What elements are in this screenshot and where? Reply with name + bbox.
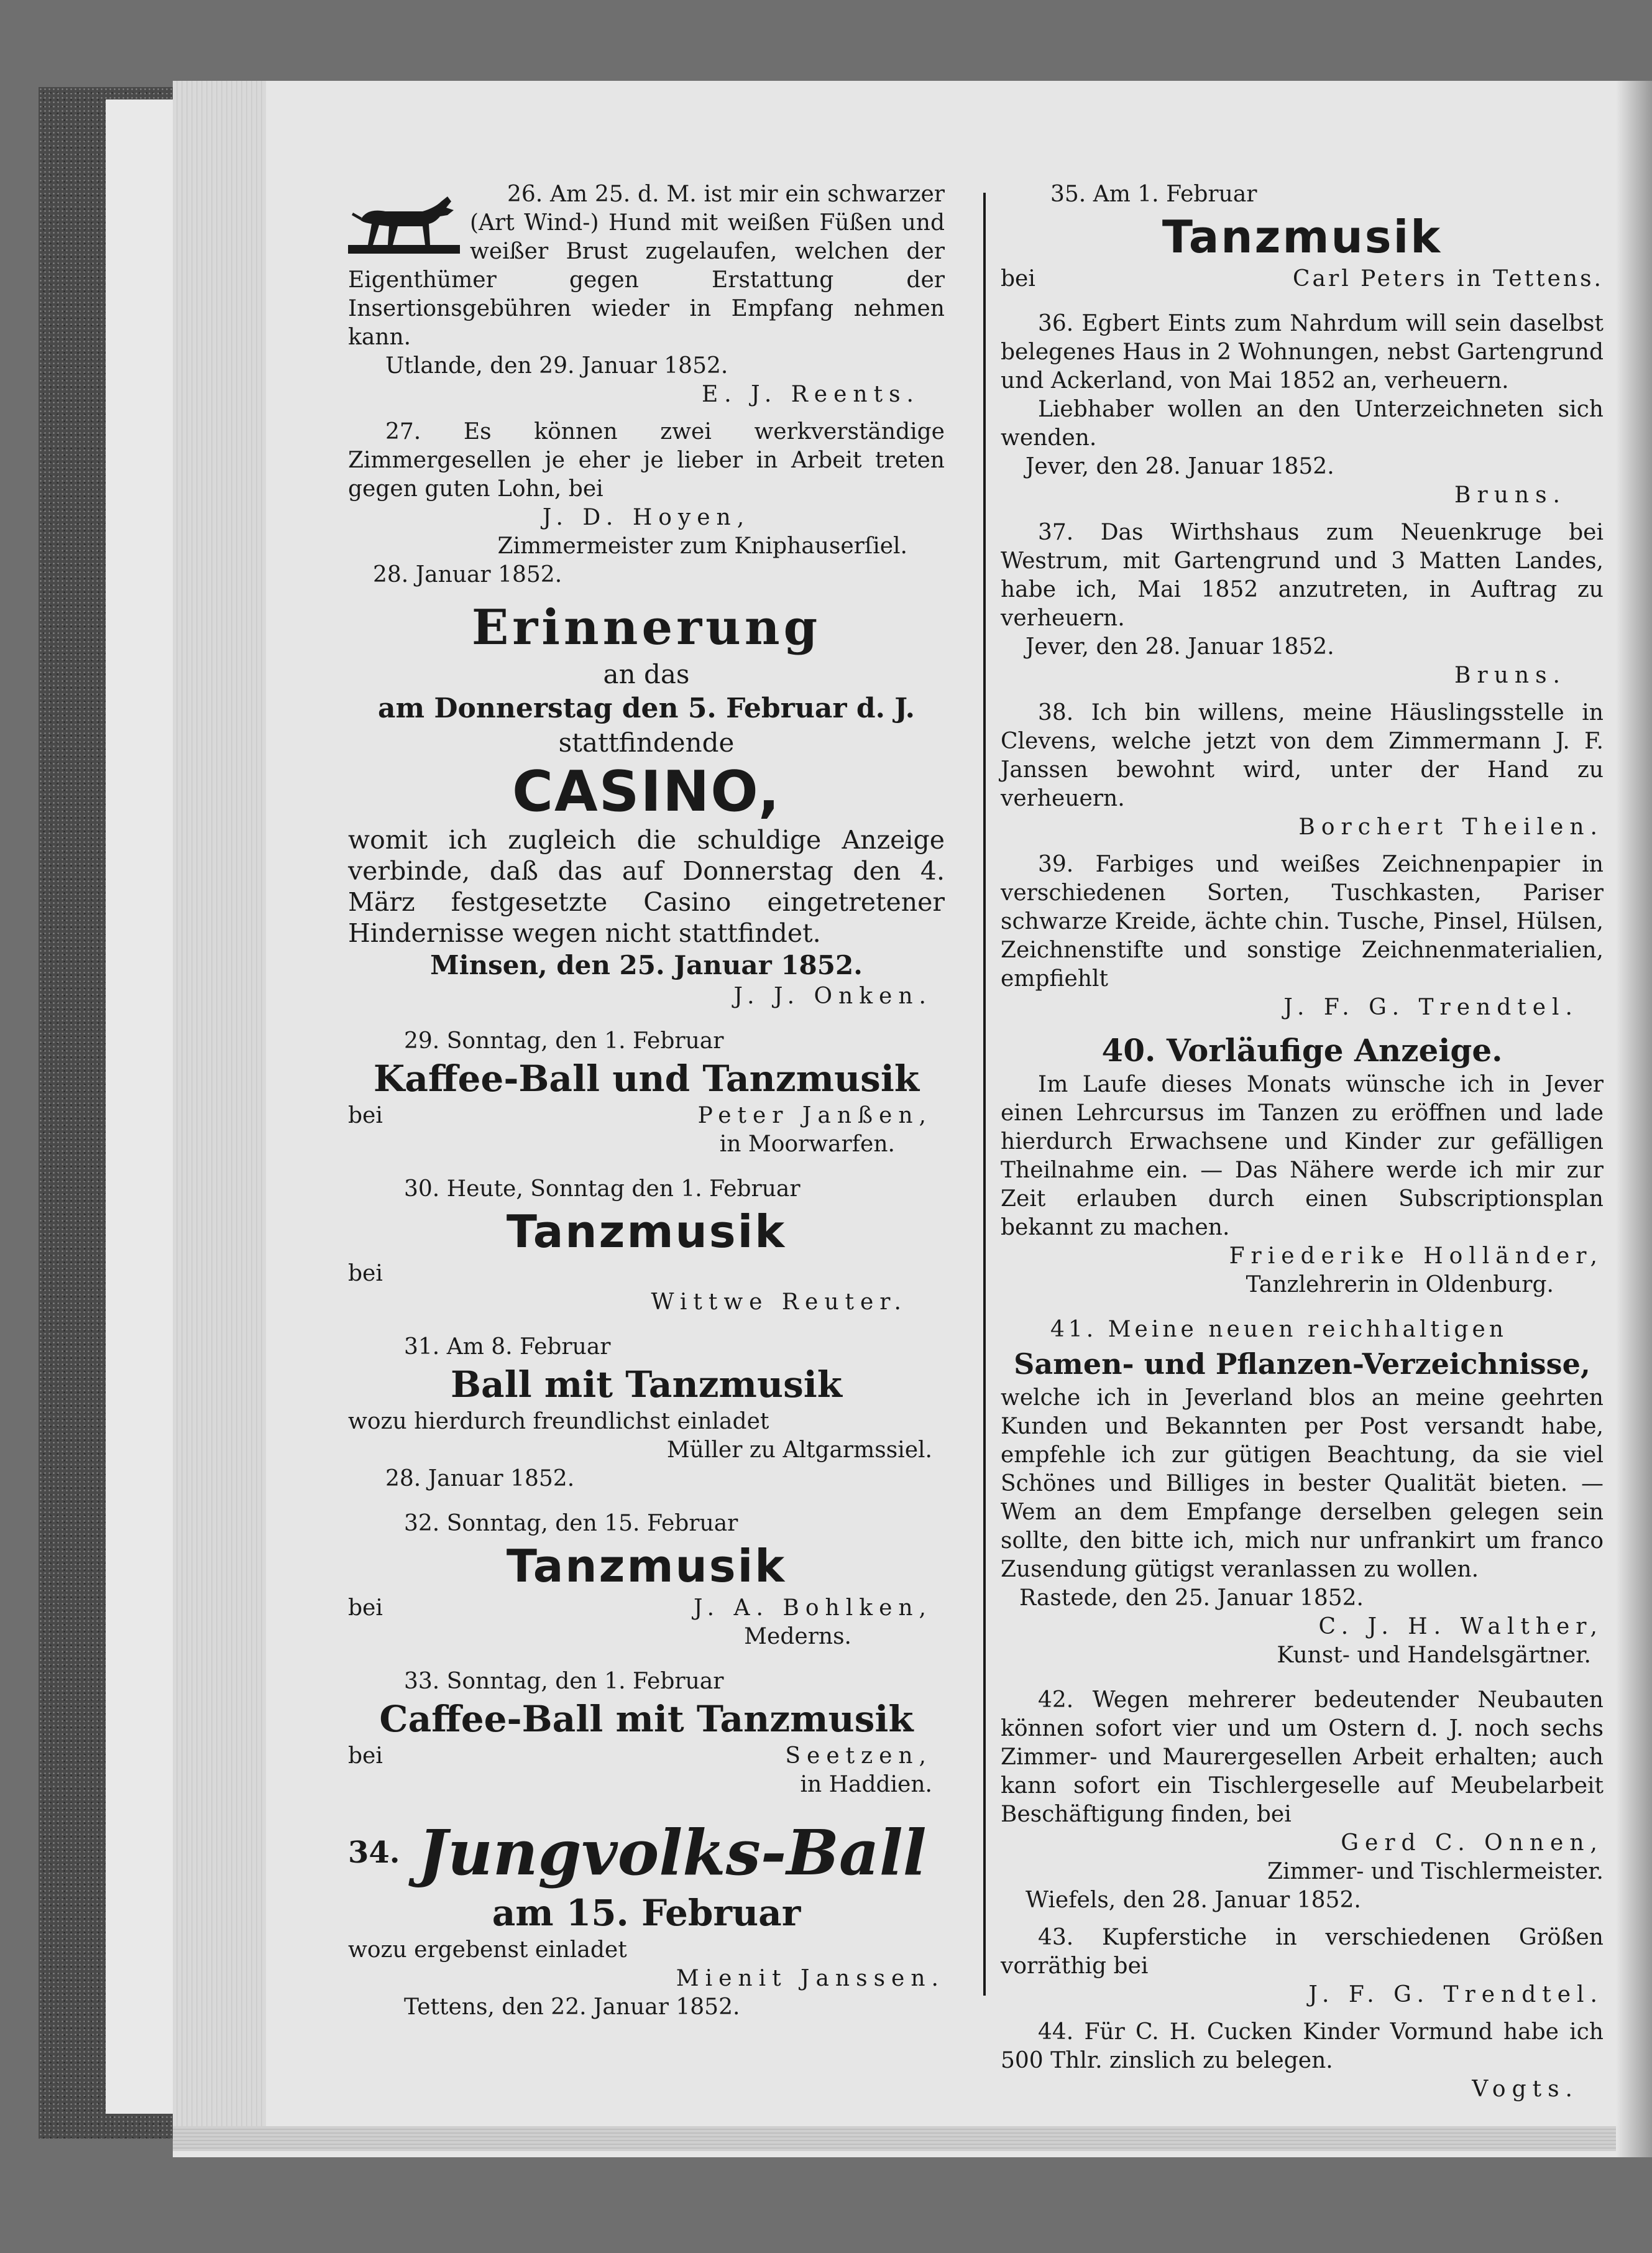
ad-41-intro: 41. Meine neuen reichhaltigen bbox=[1050, 1317, 1507, 1342]
ad-32 bbox=[348, 1509, 945, 1651]
ad-42-place-date: Wiefels, den 28. Januar 1852. bbox=[1026, 1887, 1361, 1913]
ad-36-text2: Liebhaber wollen an den Unterzeichneten sich wenden. bbox=[1001, 397, 1604, 451]
ad-30-bei: bei bbox=[348, 1261, 383, 1286]
page-fold-shadow bbox=[1616, 81, 1652, 2157]
ad-33-heading: Caffee-Ball mit Tanzmusik bbox=[379, 1698, 914, 1740]
ad-35-intro: 35. Am 1. Februar bbox=[1050, 182, 1257, 207]
ad-33-bei: bei bbox=[348, 1743, 383, 1769]
ad-34 bbox=[348, 1815, 945, 2022]
ad-30-signature: Wittwe Reuter. bbox=[651, 1289, 907, 1315]
ad-33 bbox=[348, 1667, 945, 1799]
ad-42 bbox=[1001, 1686, 1604, 1915]
ad-28-heading: Erinnerung bbox=[471, 599, 822, 656]
ad-39-signature: J. F. G. Trendtel. bbox=[1283, 995, 1579, 1020]
ad-40-title: Tanzlehrerin in Oldenburg. bbox=[1246, 1272, 1554, 1297]
ad-44-text: 44. Für C. H. Cucken Kinder Vormund habe ich 500 Thlr. zinslich zu belegen. bbox=[1001, 2019, 1604, 2073]
ad-30 bbox=[348, 1175, 945, 1317]
ad-28-line2: am Donnerstag den 5. Februar d. J. bbox=[378, 693, 915, 724]
ad-43-signature: J. F. G. Trendtel. bbox=[1308, 1982, 1604, 2007]
ad-29-place: in Moorwarfen. bbox=[719, 1131, 895, 1157]
ad-28-text: womit ich zugleich die schuldige Anzeige verbinde, daß das auf Donnerstag den 4. März festgesetzte Casino eingetretener Hindernisse wegen nicht stattfindet. bbox=[348, 825, 945, 948]
ad-34-heading: Jungvolks-Ball bbox=[418, 1816, 927, 1889]
ad-27-date: 28. Januar 1852. bbox=[373, 562, 562, 587]
ad-28-line1: an das bbox=[603, 659, 690, 689]
ad-38-signature: Borchert Theilen. bbox=[1298, 814, 1604, 840]
ad-36-signature: Bruns. bbox=[1454, 482, 1566, 508]
right-column bbox=[1001, 180, 1604, 2104]
ad-31-heading: Ball mit Tanzmusik bbox=[451, 1363, 842, 1406]
ad-27-signature: J. D. Hoyen, bbox=[542, 505, 751, 530]
ad-32-intro: 32. Sonntag, den 15. Februar bbox=[404, 1511, 738, 1536]
ad-36-place-date: Jever, den 28. Januar 1852. bbox=[1026, 454, 1334, 479]
ad-40-heading: 40. Vorläufige Anzeige. bbox=[1101, 1032, 1503, 1069]
ad-39-text: 39. Farbiges und weißes Zeichnenpapier in verschiedenen Sorten, Tuschkasten, Pariser schwarze Kreide, ächte chin. Tusche, Pinsel, Hülsen, Zeichnenstifte und sonstige Zeichnenmaterialien, empfiehlt bbox=[1001, 852, 1604, 992]
ad-29-intro: 29. Sonntag, den 1. Februar bbox=[404, 1028, 724, 1054]
ad-31 bbox=[348, 1333, 945, 1493]
ad-34-signature: Mienit Janssen. bbox=[676, 1966, 945, 1991]
ad-30-intro: 30. Heute, Sonntag den 1. Februar bbox=[404, 1176, 801, 1202]
ad-28-casino: CASINO, bbox=[512, 759, 781, 824]
ad-42-title: Zimmer- und Tischlermeister. bbox=[1267, 1859, 1604, 1884]
ad-29-bei: bei bbox=[348, 1103, 383, 1128]
ad-31-intro: 31. Am 8. Februar bbox=[404, 1334, 611, 1360]
ad-37-place-date: Jever, den 28. Januar 1852. bbox=[1026, 634, 1334, 660]
ad-29 bbox=[348, 1027, 945, 1159]
ad-42-signature: Gerd C. Onnen, bbox=[1341, 1830, 1604, 1856]
ad-41 bbox=[1001, 1315, 1604, 1670]
ad-32-place: Mederns. bbox=[744, 1624, 851, 1649]
ad-34-number: 34. bbox=[348, 1835, 400, 1870]
ad-32-heading: Tanzmusik bbox=[506, 1540, 787, 1592]
ad-29-signature: Peter Janßen, bbox=[697, 1103, 932, 1128]
ad-41-signature: C. J. H. Walther, bbox=[1318, 1614, 1604, 1639]
ad-37-text: 37. Das Wirthshaus zum Neuenkruge bei Westrum, mit Gartengrund und 3 Matten Landes, habe ich, Mai 1852 anzutreten, in Auftrag zu verheuern. bbox=[1001, 520, 1604, 631]
ad-33-intro: 33. Sonntag, den 1. Februar bbox=[404, 1669, 724, 1694]
ad-35-signature: Carl Peters in Tettens. bbox=[1293, 266, 1604, 292]
ad-38 bbox=[1001, 699, 1604, 842]
ad-44 bbox=[1001, 2018, 1604, 2104]
ad-40-text: Im Laufe dieses Monats wünsche ich in Jever einen Lehrcursus im Tanzen zu eröffnen und lade hierdurch Erwachsene und Kinder zur gefälligen Theilnahme ein. — Das Nähere werde ich mir zur Zeit erlauben durch einen Subscriptionsplan bekannt zu machen. bbox=[1001, 1072, 1604, 1240]
ad-41-text: welche ich in Jeverland blos an meine geehrten Kunden und Bekannten per Post versandt habe, empfehle ich zur gütigen Beachtung, da sie viel Schönes und Billiges in bester Qualität bieten. — Wem an dem Empfange derselben gelegen sein sollte, den bitte ich, mich nur unfrankirt um franco Zusendung gütigst veranlassen zu wollen. bbox=[1001, 1385, 1604, 1582]
ad-33-signature: Seetzen, bbox=[785, 1743, 932, 1769]
ad-44-signature: Vogts. bbox=[1472, 2076, 1579, 2102]
ad-39 bbox=[1001, 850, 1604, 1022]
ad-42-text: 42. Wegen mehrerer bedeutender Neubauten können sofort vier und um Ostern d. J. noch sechs Zimmer- und Maurergesellen Arbeit erhalten; auch kann sofort ein Tischlergeselle auf Meubelarbeit Beschäftigung finden, bei bbox=[1001, 1687, 1604, 1827]
ad-43 bbox=[1001, 1924, 1604, 2009]
ad-40-signature: Friederike Holländer, bbox=[1229, 1243, 1604, 1269]
dog-woodcut-icon bbox=[348, 183, 460, 257]
ad-26-signature: E. J. Reents. bbox=[702, 382, 920, 407]
ad-28-line3: stattfindende bbox=[558, 727, 735, 758]
ad-29-heading: Kaffee-Ball und Tanzmusik bbox=[373, 1057, 920, 1100]
ad-31-signature: Müller zu Altgarmssiel. bbox=[666, 1437, 932, 1463]
ad-26 bbox=[348, 180, 945, 409]
ad-40 bbox=[1001, 1031, 1604, 1299]
ad-38-text: 38. Ich bin willens, meine Häuslingsstelle in Clevens, welche jetzt von dem Zimmermann J. F. Janssen bewohnt wird, unter der Hand zu verheuern. bbox=[1001, 700, 1604, 811]
ad-32-signature: J. A. Bohlken, bbox=[694, 1595, 932, 1621]
ad-28 bbox=[348, 598, 945, 1011]
ad-31-line1: wozu hierdurch freundlichst einladet bbox=[348, 1409, 769, 1434]
ad-34-subheading: am 15. Februar bbox=[492, 1892, 801, 1934]
ad-35 bbox=[1001, 180, 1604, 293]
ad-37-signature: Bruns. bbox=[1454, 663, 1566, 688]
column-rule bbox=[983, 193, 986, 1996]
ad-41-heading: Samen- und Pflanzen-Verzeichnisse, bbox=[1014, 1347, 1590, 1381]
ad-41-title: Kunst- und Handelsgärtner. bbox=[1277, 1643, 1591, 1668]
ad-34-line1: wozu ergebenst einladet bbox=[348, 1937, 627, 1963]
ad-27-title: Zimmermeister zum Kniphauserſiel. bbox=[497, 533, 907, 559]
page-edges bbox=[173, 81, 266, 2132]
ad-36 bbox=[1001, 310, 1604, 510]
left-column bbox=[348, 180, 945, 2022]
ad-43-text: 43. Kupferstiche in verschiedenen Größen vorräthig bei bbox=[1001, 1925, 1604, 1979]
ad-36-text: 36. Egbert Eints zum Nahrdum will sein daselbst belegenes Haus in 2 Wohnungen, nebst Gartengrund und Ackerland, von Mai 1852 an, verheuern. bbox=[1001, 311, 1604, 394]
ad-34-place-date: Tettens, den 22. Januar 1852. bbox=[404, 1994, 740, 2020]
ad-35-bei: bei bbox=[1001, 266, 1035, 292]
ad-32-bei: bei bbox=[348, 1595, 383, 1621]
ad-26-text: 26. Am 25. d. M. ist mir ein schwarzer (Art Wind-) Hund mit weißen Füßen und weißer Brust zugelaufen, welchen der Eigenthümer gegen Erstattung der Insertionsgebühren wieder in Empfang nehmen kann. bbox=[348, 182, 945, 350]
ad-28-place-date: Minsen, den 25. Januar 1852. bbox=[430, 950, 863, 980]
ad-27-text: 27. Es können zwei werkverständige Zimmergesellen je eher je lieber in Arbeit treten gegen guten Lohn, bei bbox=[348, 419, 945, 502]
ad-35-heading: Tanzmusik bbox=[1162, 211, 1443, 263]
page-bottom-edge bbox=[173, 2126, 1652, 2151]
ad-27 bbox=[348, 418, 945, 589]
ad-30-heading: Tanzmusik bbox=[506, 1205, 787, 1258]
ad-26-place-date: Utlande, den 29. Januar 1852. bbox=[385, 353, 728, 379]
ad-28-signature: J. J. Onken. bbox=[733, 984, 932, 1009]
ad-33-place: in Haddien. bbox=[800, 1772, 932, 1797]
ad-37 bbox=[1001, 518, 1604, 690]
ad-31-date: 28. Januar 1852. bbox=[385, 1466, 575, 1491]
ad-41-place-date: Rastede, den 25. Januar 1852. bbox=[1019, 1585, 1364, 1611]
